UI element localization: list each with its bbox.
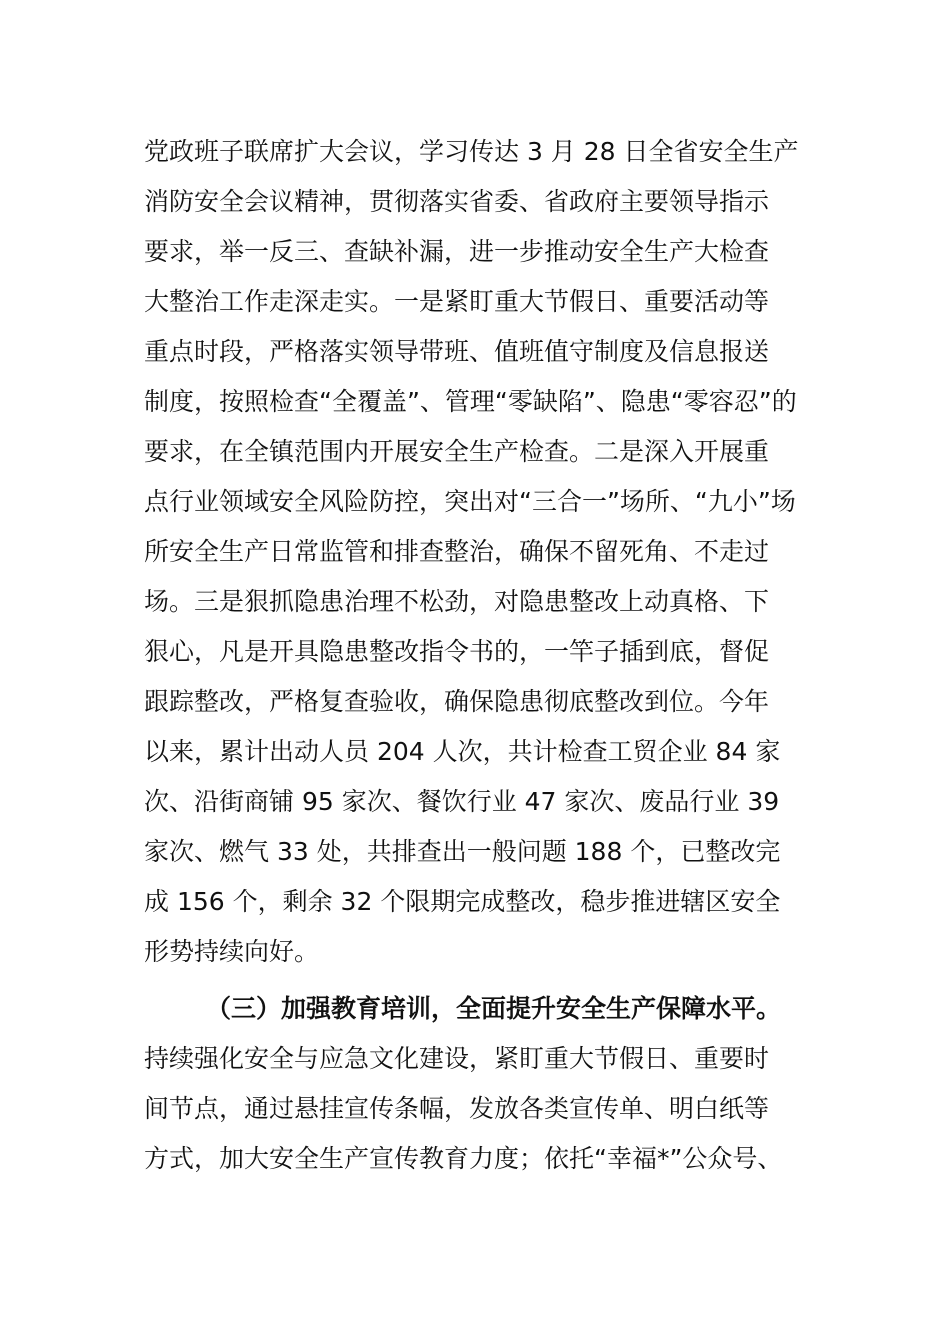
text-line: 消防安全会议精神，贯彻落实省委、省政府主要领导指示 [144, 187, 770, 216]
text-line: 重点时段，严格落实领导带班、值班值守制度及信息报送 [144, 337, 770, 366]
text-line: 场。三是狠抓隐患治理不松劲，对隐患整改上动真格、下 [144, 587, 770, 616]
text-line: 间节点，通过悬挂宣传条幅，发放各类宣传单、明白纸等 [144, 1094, 770, 1123]
text-line: 所安全生产日常监管和排查整治，确保不留死角、不走过 [144, 537, 770, 566]
text-line: 党政班子联席扩大会议，学习传达 3 月 28 日全省安全生产 [144, 137, 799, 166]
text-line: 成 156 个，剩余 32 个限期完成整改，稳步推进辖区安全 [144, 887, 781, 916]
text-line: 形势持续向好。 [144, 937, 320, 966]
text-line: 要求，在全镇范围内开展安全生产检查。二是深入开展重 [144, 437, 770, 466]
text-line: 大整治工作走深走实。一是紧盯重大节假日、重要活动等 [144, 287, 770, 316]
section-heading: （三）加强教育培训，全面提升安全生产保障水平。 [206, 994, 782, 1023]
text-line: 点行业领域安全风险防控，突出对“三合一”场所、“九小”场 [144, 487, 796, 516]
text-line: 以来，累计出动人员 204 人次，共计检查工贸企业 84 家 [144, 737, 781, 766]
section-3 [144, 984, 809, 1184]
text-line: 制度，按照检查“全覆盖”、管理“零缺陷”、隐患“零容忍”的 [144, 387, 797, 416]
text-line: 家次、燃气 33 处，共排查出一般问题 188 个，已整改完 [144, 837, 781, 866]
text-line: 次、沿街商铺 95 家次、餐饮行业 47 家次、废品行业 39 [144, 787, 780, 816]
text-line: 方式，加大安全生产宣传教育力度；依托“幸福*”公众号、 [144, 1144, 783, 1173]
text-line: 要求，举一反三、查缺补漏，进一步推动安全生产大检查 [144, 237, 770, 266]
text-line: 持续强化安全与应急文化建设，紧盯重大节假日、重要时 [144, 1044, 770, 1073]
paragraph-1 [144, 127, 809, 977]
text-line: 跟踪整改，严格复查验收，确保隐患彻底整改到位。今年 [144, 687, 770, 716]
text-line: 狠心，凡是开具隐患整改指令书的，一竿子插到底，督促 [144, 637, 770, 666]
